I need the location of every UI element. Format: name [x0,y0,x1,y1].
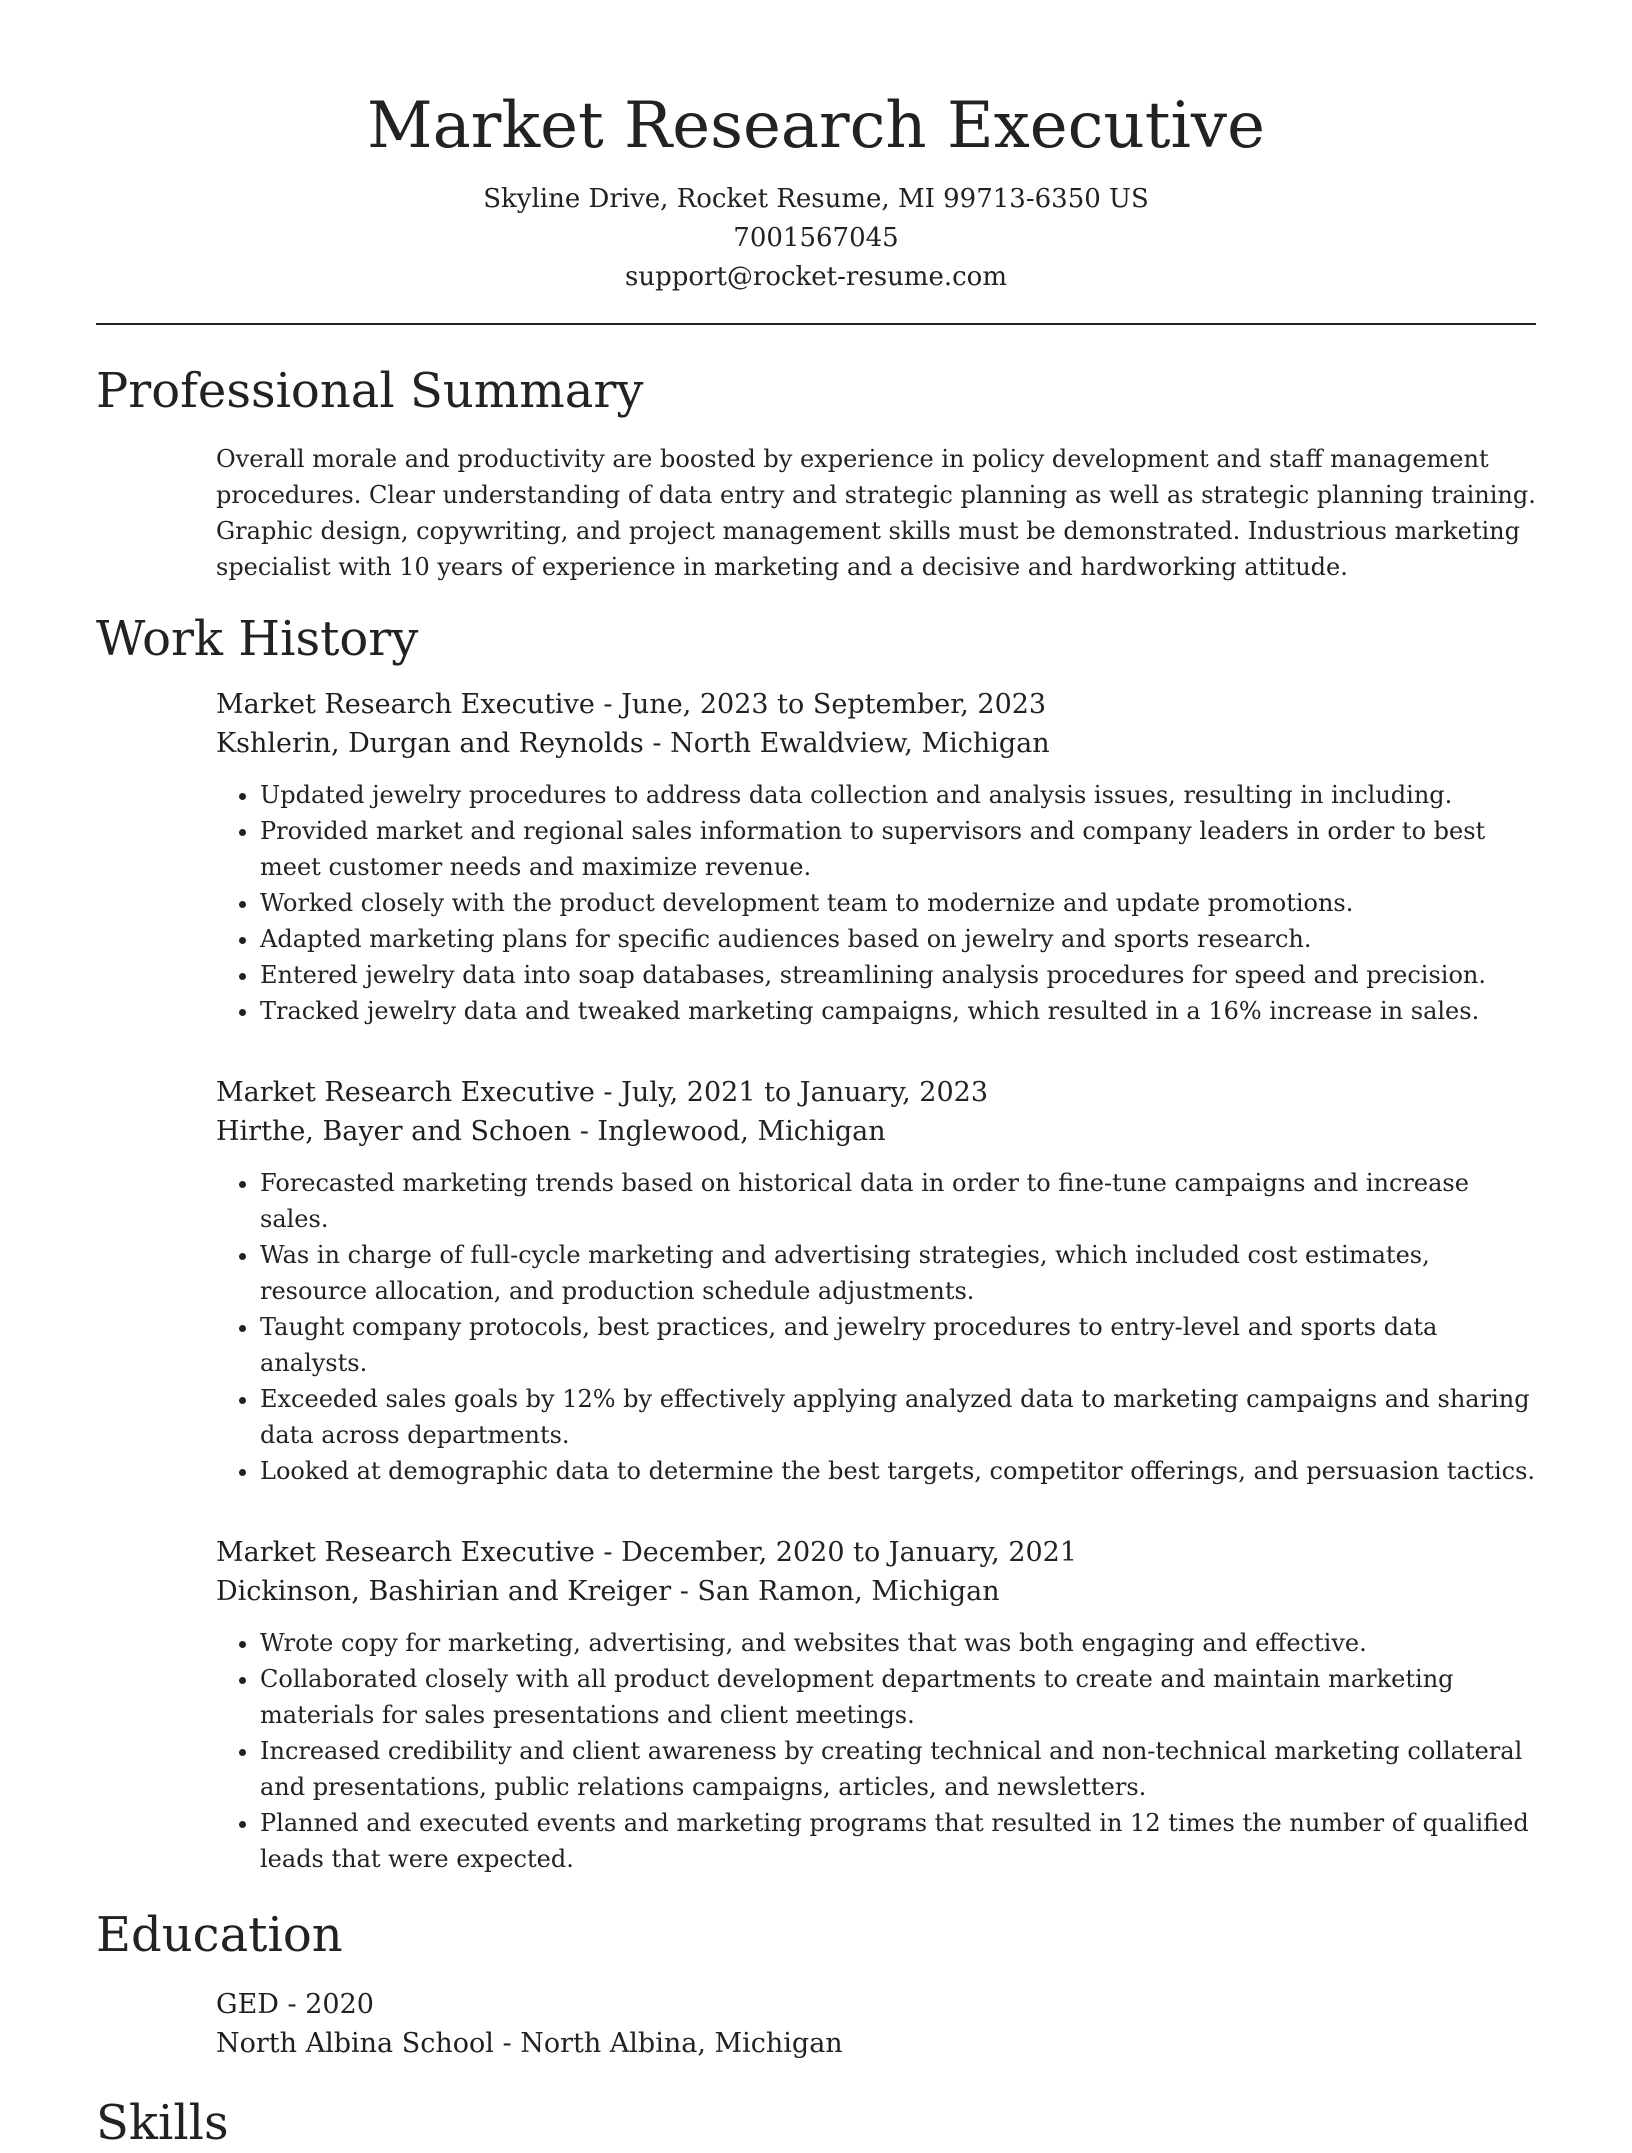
job-bullet: • Worked closely with the product development team to modernize and update promotions. [260,885,1536,921]
job-title-line [216,1533,1536,1572]
job-bullet: • Updated jewelry procedures to address data collection and analysis issues, resulting in including. [260,777,1536,813]
summary-text: Overall morale and productivity are boosted by experience in policy development and staff management procedures. Clear understanding of data entry and strategic planning as well as strategic planning training. Graphic design, copywriting, and project management skills must be demonstrated. Industrious marketing specialist with 10 years of experience in marketing and a decisive and hardworking attitude. [216,445,1536,581]
job-bullet: • Increased credibility and client awareness by creating technical and non-technical marketing collateral and presentations, public relations campaigns, articles, and newsletters. [260,1733,1536,1805]
contact-info [96,180,1536,297]
job-company: Hirthe, Bayer and Schoen [216,1116,572,1147]
separator: - [571,1116,598,1147]
separator: - [671,1576,698,1607]
job-bullets [216,777,1536,1029]
resume-header [96,0,1536,297]
separator: - [594,1077,622,1108]
job-bullet: • Planned and executed events and marketing programs that resulted in 12 times the number of qualified leads that were expected. [260,1805,1536,1877]
job-location: Inglewood, Michigan [597,1116,886,1147]
job-title-line [216,685,1536,724]
job-role: Market Research Executive [216,689,595,720]
address: Skyline Drive, Rocket Resume, MI 99713-6350 US [483,184,1149,214]
resume-page [96,0,1536,2153]
degree: GED [216,1989,279,2020]
job-company: Dickinson, Bashirian and Kreiger [216,1576,672,1607]
separator: - [278,1989,306,2020]
job-bullet: • Tracked jewelry data and tweaked marketing campaigns, which resulted in a 16% increase in sales. [260,993,1536,1029]
candidate-name: Market Research Executive [367,89,1265,163]
work-history-heading: Work History [96,611,419,667]
job-bullet: • Wrote copy for marketing, advertising, and websites that was both engaging and effective. [260,1625,1536,1661]
education-heading: Education [96,1907,343,1963]
job-bullet: • Was in charge of full-cycle marketing and advertising strategies, which included cost estimates, resource allocation, and production schedule adjustments. [260,1237,1536,1309]
separator: - [493,2028,521,2059]
degree-line [216,1985,1536,2024]
education-section [216,1985,1536,2063]
job-bullet: • Provided market and regional sales information to supervisors and company leaders in order to best meet customer needs and maximize revenue. [260,813,1536,885]
job-bullet: • Collaborated closely with all product development departments to create and maintain marketing materials for sales presentations and client meetings. [260,1661,1536,1733]
job-role: Market Research Executive [216,1077,595,1108]
job-location: San Ramon, Michigan [697,1576,1000,1607]
summary-heading: Professional Summary [96,363,644,419]
school-line [216,2024,1536,2063]
job-dates: July, 2021 to January, 2023 [621,1077,989,1108]
job-dates: December, 2020 to January, 2021 [621,1537,1078,1568]
job-title-line [216,1073,1536,1112]
job-bullet: • Adapted marketing plans for specific audiences based on jewelry and sports research. [260,921,1536,957]
job-company: Kshlerin, Durgan and Reynolds [216,728,644,759]
job-dates: June, 2023 to September, 2023 [621,689,1047,720]
job-entry [216,685,1536,1029]
separator: - [643,728,671,759]
job-company-line [216,1112,1536,1151]
job-bullet: • Exceeded sales goals by 12% by effectively applying analyzed data to marketing campaigns and sharing data across departments. [260,1381,1536,1453]
email-address: support@rocket-resume.com [624,262,1007,292]
skills-heading: Skills [96,2095,229,2151]
job-bullets [216,1625,1536,1877]
phone-number: 7001567045 [733,223,899,253]
job-role: Market Research Executive [216,1537,595,1568]
header-divider [96,323,1536,325]
work-history-section [216,685,1536,1877]
job-entry [216,1533,1536,1877]
job-bullet: • Forecasted marketing trends based on historical data in order to fine-tune campaigns and increase sales. [260,1165,1536,1237]
job-entry [216,1073,1536,1489]
job-bullet: • Taught company protocols, best practices, and jewelry procedures to entry-level and sports data analysts. [260,1309,1536,1381]
job-company-line [216,1572,1536,1611]
separator: - [594,1537,622,1568]
school-name: North Albina School [216,2028,494,2059]
job-bullet: • Entered jewelry data into soap databases, streamlining analysis procedures for speed and precision. [260,957,1536,993]
summary-section [216,441,1536,585]
job-location: North Ewaldview, Michigan [670,728,1050,759]
job-bullets [216,1165,1536,1489]
graduation-year: 2020 [305,1989,374,2020]
school-location: North Albina, Michigan [520,2028,843,2059]
job-bullet: • Looked at demographic data to determine the best targets, competitor offerings, and persuasion tactics. [260,1453,1536,1489]
job-company-line [216,724,1536,763]
separator: - [594,689,622,720]
